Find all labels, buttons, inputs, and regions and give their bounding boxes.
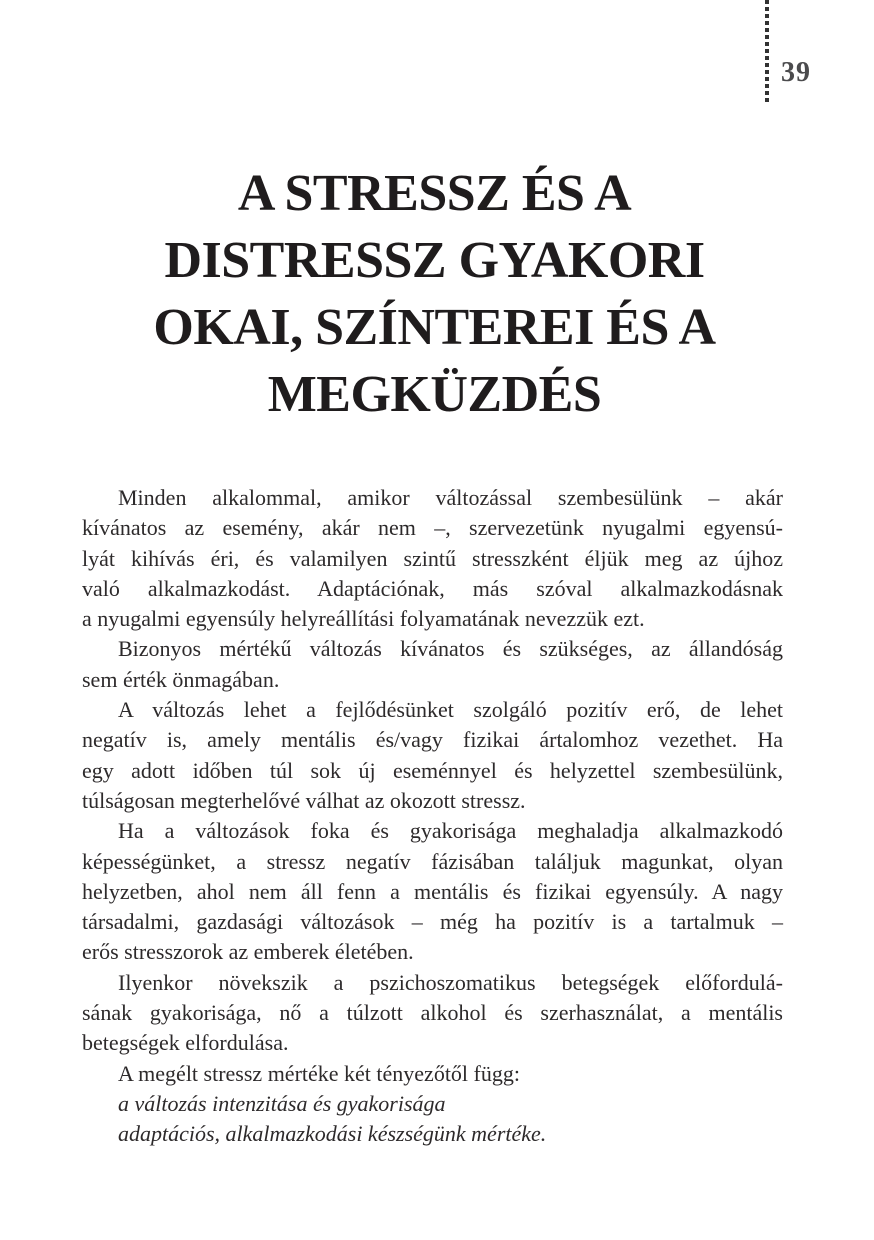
text-line: Ha a változások foka és gyakorisága meghaladja alkalmazkodó (118, 818, 783, 844)
chapter-title-line: MEGKÜZDÉS (267, 366, 602, 423)
text-line: Ilyenkor növekszik a pszichoszomatikus betegségek előfordulá- (118, 969, 783, 995)
body-text (82, 483, 783, 1150)
dotted-rule-decoration (765, 0, 769, 103)
text-line: betegségek elfordulása. (82, 1030, 289, 1056)
chapter-title (84, 160, 785, 428)
text-line: Minden alkalommal, amikor változással szembesülünk – akár (118, 485, 783, 510)
text-line: kívánatos az esemény, akár nem –, szervezetünk nyugalmi egyensú- (82, 515, 783, 541)
text-line: lyát kihívás éri, és valamilyen szintű stresszként éljük meg az újhoz (82, 545, 783, 571)
text-line: Bizonyos mértékű változás kívánatos és szükséges, az állandóság (118, 636, 783, 662)
chapter-title-line: A STRESSZ ÉS A (237, 165, 632, 222)
text-line: a nyugalmi egyensúly helyreállítási folyamatának nevezzük ezt. (82, 606, 645, 632)
text-line: egy adott időben túl sok új eseménnyel és helyzettel szembesülünk, (82, 757, 783, 783)
page-number: 39 (781, 57, 811, 88)
text-line: helyzetben, ahol nem áll fenn a mentális és fizikai egyensúly. A nagy (82, 878, 783, 904)
text-line: A megélt stressz mértéke két tényezőtől függ: (118, 1060, 520, 1086)
chapter-title-line: OKAI, SZÍNTEREI ÉS A (153, 299, 716, 356)
text-line: negatív is, amely mentális és/vagy fizikai ártalomhoz vezethet. Ha (82, 727, 783, 753)
text-line: való alkalmazkodást. Adaptációnak, más szóval alkalmazkodásnak (82, 575, 783, 601)
text-line: erős stresszorok az emberek életében. (82, 939, 414, 965)
chapter-title-line: DISTRESSZ GYAKORI (164, 232, 705, 289)
text-line: sának gyakorisága, nő a túlzott alkohol és szerhasználat, a mentális (82, 1000, 783, 1026)
text-line: túlságosan megterhelővé válhat az okozott stressz. (82, 787, 526, 813)
text-line: képességünket, a stressz negatív fázisában találjuk magunkat, olyan (82, 848, 783, 874)
text-line-italic: a változás intenzitása és gyakorisága (118, 1090, 446, 1116)
text-line: társadalmi, gazdasági változások – még ha pozitív is a tartalmuk – (82, 909, 783, 935)
text-line: sem érték önmagában. (82, 666, 280, 692)
text-line: A változás lehet a fejlődésünket szolgáló pozitív erő, de lehet (118, 697, 783, 723)
text-line-italic: adaptációs, alkalmazkodási készségünk mértéke. (118, 1121, 547, 1147)
